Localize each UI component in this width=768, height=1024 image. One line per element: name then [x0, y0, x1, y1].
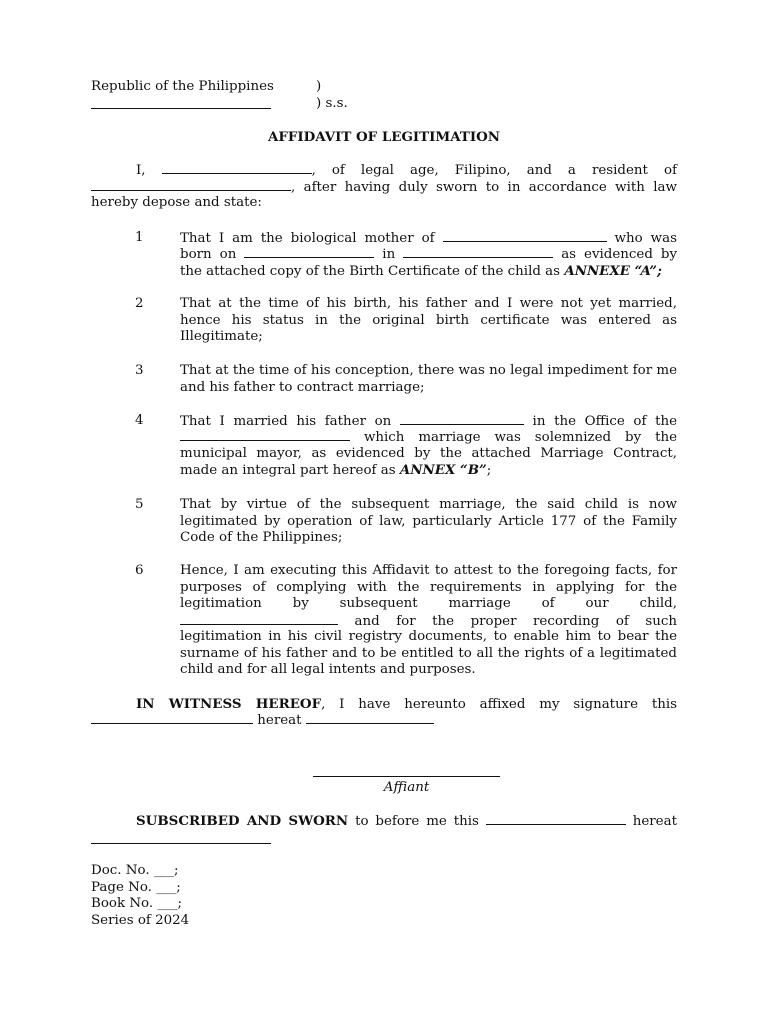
item-4-text-b: in the Office of the — [532, 414, 677, 429]
item-1-line-1 — [180, 230, 677, 248]
ss-label: ) s.s. — [316, 96, 348, 111]
signature-line — [313, 776, 500, 777]
sworn-date-blank — [486, 813, 626, 825]
item-4-tail: ; — [486, 463, 492, 478]
page-no: Page No. ___; — [91, 880, 181, 895]
item-number: 4 — [135, 413, 144, 428]
item-6-text-4: and for the proper recording of such — [354, 614, 677, 629]
item-2-text: That at the time of his birth, his father and I were not yet married, hence his status in the original birth certificate was entered as Illegitimate; — [180, 296, 677, 345]
witness-bold: IN WITNESS HEREOF — [136, 696, 322, 712]
item-1-text-f: the attached copy of the Birth Certificate of the child as — [180, 264, 561, 279]
item-1-text-c: born on — [180, 247, 237, 262]
item-6-line-3: legitimation by subsequent marriage of our child, — [180, 596, 677, 611]
affiant-label: Affiant — [383, 780, 430, 795]
item-6-line-7: child and for all legal intents and purposes. — [180, 662, 476, 677]
witness-line-2 — [91, 712, 434, 730]
item-1-text-a: That I am the biological mother of — [180, 231, 435, 246]
intro-i: I, — [136, 163, 146, 178]
name-blank — [162, 162, 312, 174]
item-1-line-2 — [180, 246, 677, 264]
item-4-text-a: That I married his father on — [180, 414, 392, 429]
item-4-line-4 — [180, 462, 677, 480]
item-1-text-e: as evidenced by — [561, 247, 678, 262]
book-no: Book No. ___; — [91, 896, 182, 911]
intro-text-1: , of legal age, Filipino, and a resident of — [311, 163, 677, 178]
witness-place-blank — [306, 712, 434, 724]
child-name-blank — [443, 230, 607, 242]
marriage-date-blank — [400, 413, 524, 425]
birth-date-blank — [244, 246, 374, 258]
item-6-line-6: surname of his father and to be entitled to all the rights of a legitimated — [180, 646, 677, 661]
document-title: AFFIDAVIT OF LEGITIMATION — [268, 129, 500, 145]
venue-paren: ) — [316, 79, 322, 94]
residence-blank — [91, 179, 291, 191]
item-4-line-3: municipal mayor, as evidenced by the attached Marriage Contract, — [180, 446, 677, 461]
witness-date-blank — [91, 712, 253, 724]
annex-b-label: ANNEX “B” — [399, 462, 487, 478]
intro-line-3: hereby depose and state: — [91, 195, 262, 210]
item-number: 2 — [135, 296, 144, 311]
sworn-hereat: hereat — [632, 814, 677, 829]
doc-no: Doc. No. ___; — [91, 863, 179, 878]
item-1-text-b: who was — [614, 231, 677, 246]
witness-line-1 — [91, 696, 677, 714]
item-number: 5 — [135, 497, 144, 512]
item-6-line-5: legitimation in his civil registry documents, to enable him to bear the — [180, 629, 677, 644]
sworn-text: to before me this — [355, 814, 479, 829]
birth-place-blank — [403, 246, 553, 258]
item-5-text: That by virtue of the subsequent marriage, the said child is now legitimated by operation of law, particularly Article 177 of the Family Code of the Philippines; — [180, 497, 677, 546]
item-4-line-2 — [180, 429, 677, 447]
intro-line-2 — [91, 179, 677, 197]
item-4-text-e: made an integral part hereof as — [180, 463, 396, 478]
venue-blank — [91, 97, 271, 109]
sworn-bold: SUBSCRIBED AND SWORN — [136, 813, 349, 829]
item-number: 1 — [135, 230, 144, 245]
intro-line-1 — [91, 162, 677, 180]
item-6-line-2: purposes of complying with the requirements in applying for the — [180, 580, 677, 595]
sworn-line-1 — [91, 813, 677, 831]
item-4-line-1 — [180, 413, 677, 431]
item-number: 6 — [135, 563, 144, 578]
item-3-text: That at the time of his conception, there was no legal impediment for me and his father to contract marriage; — [180, 363, 677, 395]
item-1-text-d: in — [382, 247, 396, 262]
item-6-line-4 — [180, 613, 677, 631]
child-name-blank-2 — [180, 613, 338, 625]
annex-a-label: ANNEXE “A”; — [564, 263, 662, 279]
mayor-office-blank — [180, 429, 350, 441]
witness-text: , I have hereunto affixed my signature this — [321, 697, 677, 712]
series: Series of 2024 — [91, 913, 190, 928]
sworn-place-blank — [91, 832, 271, 844]
item-6-line-1: Hence, I am executing this Affidavit to attest to the foregoing facts, for — [180, 563, 677, 578]
witness-hereat: hereat — [257, 713, 302, 728]
item-4-text-c: which marriage was solemnized by the — [363, 430, 677, 445]
republic-label: Republic of the Philippines — [91, 79, 274, 94]
intro-text-2: , after having duly sworn to in accordance with law — [291, 180, 677, 195]
item-number: 3 — [135, 363, 144, 378]
item-1-line-3 — [180, 263, 677, 281]
